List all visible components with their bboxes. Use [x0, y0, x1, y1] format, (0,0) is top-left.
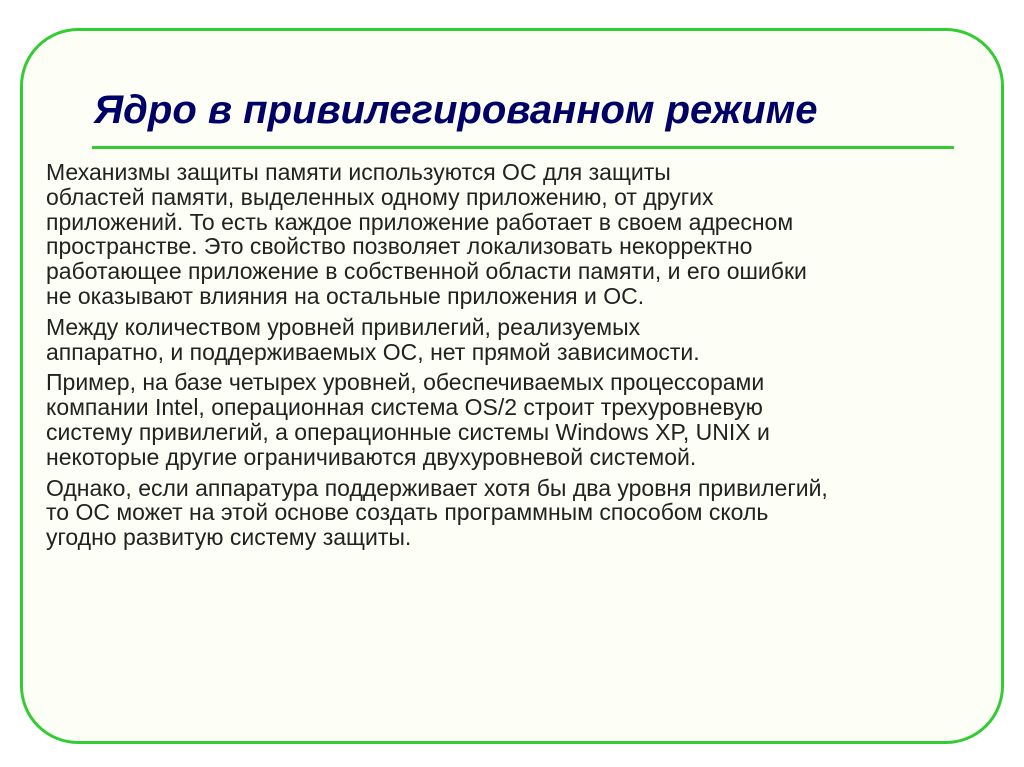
title-underline [92, 146, 954, 149]
slide-title: Ядро в привилегированном режиме [94, 88, 818, 132]
paragraph-privilege-levels: Между количеством уровней привилегий, реализуемых аппаратно, и поддерживаемых ОС, нет прямой зависимости. [46, 313, 700, 365]
paragraph-example: Пример, на базе четырех уровней, обеспечиваемых процессорами компании Intel, операционная система OS/2 строит трехуровневую систему привилегий, а операционные системы Windows XP, UNIX и некоторые другие ограничиваются двухуровневой системой. [46, 369, 770, 470]
paragraph-conclusion: Однако, если аппаратура поддерживает хотя бы два уровня привилегий, то ОС может на этой основе создать программным способом сколь угодно развитую систему защиты. [46, 474, 828, 551]
slide-body [46, 160, 946, 556]
paragraph-memory-protection: Механизмы защиты памяти используются ОС для защиты областей памяти, выделенных одному приложению, от других приложений. То есть каждое приложение работает в своем адресном пространстве. Это свойство позволяет локализовать некорректно работающее приложение в собственной области памяти, и его ошибки не оказывают влияния на остальные приложения и ОС. [46, 159, 807, 309]
